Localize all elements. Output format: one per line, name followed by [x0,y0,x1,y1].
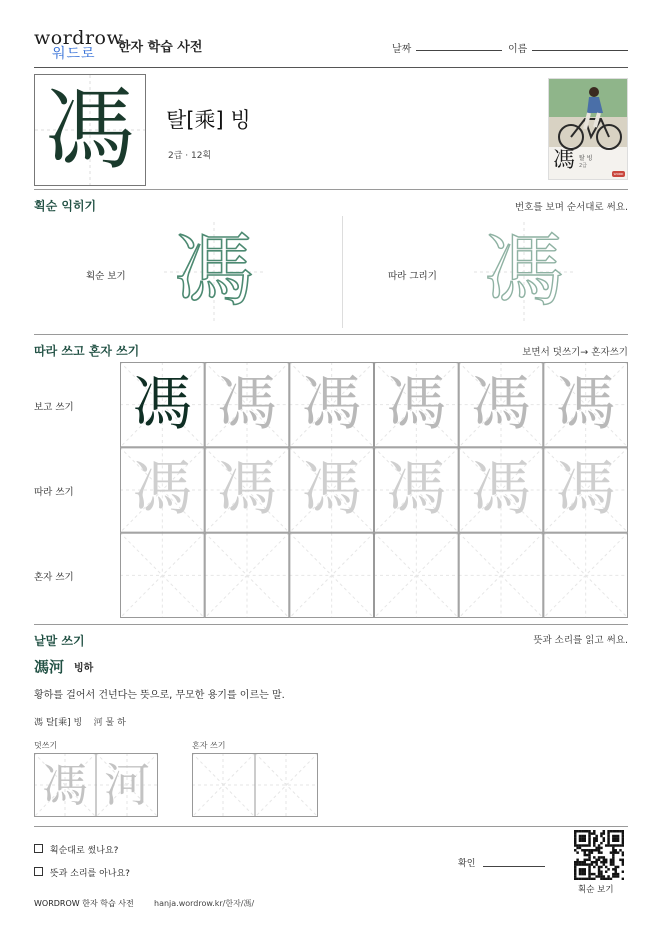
trace-practice-character: 馮 [470,454,531,525]
checklist-label-stroke-order: 획순대로 썼나요? [49,846,119,856]
stroke-order-diagram [164,222,264,322]
trace-practice-character: 馮 [386,369,447,439]
component-char-2: 河 [93,718,103,728]
name-field[interactable] [532,50,628,51]
stroke-section-note: 번호를 보며 순서대로 써요. [514,202,628,213]
row-label-solo: 혼자 쓰기 [34,572,74,583]
checklist-label-meaning: 뜻과 소리를 아나요? [49,869,130,879]
trace-label: 따라 그리기 [388,271,437,282]
stroke-view-label: 획순 보기 [86,271,126,282]
word-solo-boxes[interactable] [192,753,318,817]
solo-practice-cell[interactable] [543,533,628,618]
model-character: 馮 [132,369,193,439]
trace-practice-character: 馮 [216,454,277,525]
solo-practice-cell[interactable] [459,533,544,618]
trace-practice-character: 馮 [216,369,277,439]
word-solo-grid [192,753,318,817]
footer-url[interactable]: hanja.wordrow.kr/한자/馮/ [154,899,255,908]
trace-practice-character: 馮 [132,454,193,525]
word-section-title: 낱말 쓰기 [34,634,85,648]
name-label: 이름 [508,44,528,55]
practice-section-divider [34,624,628,625]
qr-label: 획순 보기 [578,885,614,895]
trace-practice-character: 馮 [555,369,616,439]
word-definition: 황하를 걸어서 건넌다는 뜻으로, 무모한 용기를 이르는 말. [34,690,285,701]
word-section-note: 뜻과 소리를 읽고 써요. [533,635,628,646]
practice-section-note: 보면서 덧쓰기→ 혼자쓰기 [522,347,628,358]
trace-practice-character: 馮 [386,454,447,525]
app-title: 한자 학습 사전 [118,40,203,55]
component-char-2-reading: 물 하 [105,718,126,728]
checklist-item-stroke-order[interactable] [34,843,118,856]
logo-korean: 워드로 [52,46,96,62]
trace-practice-character: 馮 [301,369,362,439]
main-character: 馮 [45,77,135,182]
wordrow-logo [34,27,124,68]
checklist-item-meaning[interactable] [34,866,130,879]
trace-practice-box[interactable] [474,222,574,322]
main-character-box [34,74,146,186]
component-char-1: 馮 [34,718,44,728]
date-field[interactable] [416,50,502,51]
practice-section-title: 따라 쓰고 혼자 쓰기 [34,344,140,358]
solo-practice-cell[interactable] [289,533,374,618]
stroke-section-title: 획순 익히기 [34,199,97,213]
character-reading: 탈[乘] 빙 [166,108,251,132]
cover-character: 馮 [553,148,576,173]
checkbox-stroke-order[interactable] [34,844,43,853]
trace-practice-character: 馮 [555,454,616,525]
word-trace-char-2: 河 [104,758,150,812]
checkbox-meaning[interactable] [34,867,43,876]
hero-divider [34,189,628,190]
cover-grade: 2급 [579,163,588,169]
trace-character: 馮 [484,224,564,317]
component-chars [34,715,126,728]
cover-reading: 탈 빙 [579,155,593,162]
word-trace-char-1: 馮 [42,758,88,812]
practice-grid [120,362,628,618]
trace-practice-character: 馮 [301,454,362,525]
stroke-order-character: 馮 [174,224,254,317]
word-trace-label: 덧쓰기 [34,741,58,750]
word-trace-boxes[interactable] [34,753,158,817]
grade-strokes: 2급 · 12획 [168,151,212,161]
word-reading: 빙하 [74,663,94,674]
word-solo-label: 혼자 쓰기 [192,741,226,750]
word-hanja: 馮河 [34,658,65,676]
confirm-label: 확인 [458,859,476,869]
book-cover-illustration [548,78,628,180]
date-label: 날짜 [392,44,412,55]
confirm-signature-line[interactable] [483,866,545,867]
footer-brand: WORDROW 한자 학습 사전 [34,899,134,908]
solo-practice-cell[interactable] [374,533,459,618]
row-label-trace: 따라 쓰기 [34,487,74,498]
trace-practice-character: 馮 [470,369,531,439]
word-section-divider [34,826,628,827]
cover-tag: WORD [613,172,624,176]
stroke-section-divider [34,334,628,335]
component-char-1-reading: 탈[乘] 빙 [45,718,83,728]
header-divider [34,67,628,68]
solo-practice-cell[interactable] [205,533,290,618]
logo-wordmark: wordrow [34,27,124,49]
qr-code[interactable] [574,830,624,880]
qr-code-graphic [574,830,624,880]
stroke-divider [342,216,343,328]
row-label-see: 보고 쓰기 [34,402,74,413]
solo-practice-cell[interactable] [120,533,205,618]
